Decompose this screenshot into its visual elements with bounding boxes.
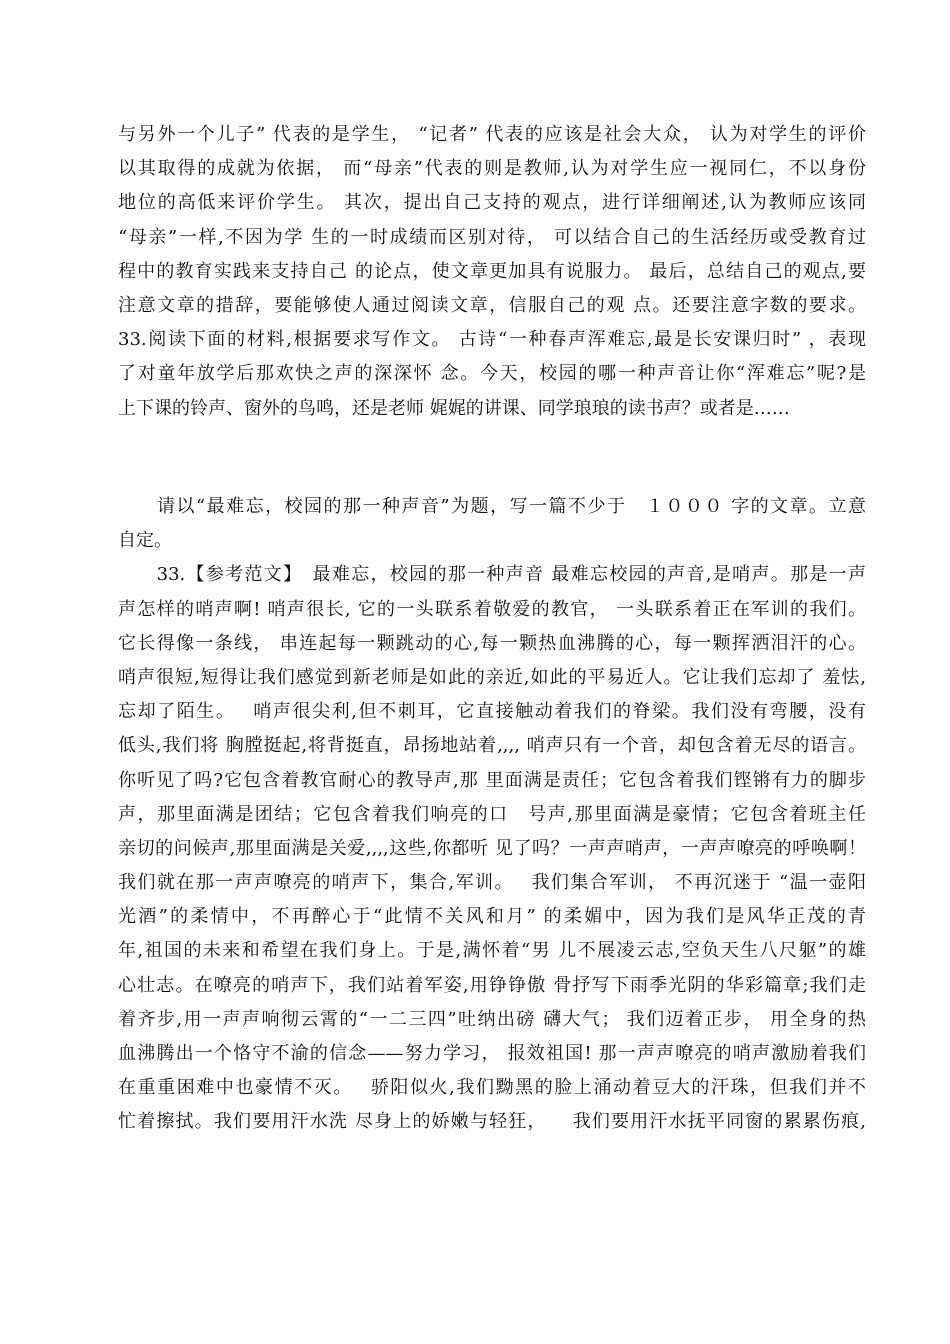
sample-essay-line: 33.【参考范文】 最难忘，校园的那一种声音 最难忘校园的声音,是哨声。那是一声 — [118, 564, 866, 586]
sample-essay-line: 声怎样的哨声啊! 哨声很长, 它的一头联系着敬爱的教官， 一头联系着正在军训的我们。 — [118, 598, 866, 620]
sample-essay-line: 你听见了吗?它包含着教官耐心的教导声,那 里面满是责任；它包含着我们铿锵有力的脚步 — [118, 769, 866, 791]
question-33-line: 33.阅读下面的材料,根据要求写作文。 古诗“一种春声浑难忘,最是长安课归时” ，表现 — [118, 329, 866, 351]
question-33-line: 上下课的铃声、窗外的鸟鸣，还是老师 娓娓的讲课、同学琅琅的读书声？或者是…… — [118, 397, 790, 419]
essay-prompt-line: 请以“最难忘，校园的那一种声音”为题，写一篇不少于 １０００ 字的文章。立意 — [118, 496, 866, 517]
sample-essay-line: 亲切的问候声,那里面满是关爱,,,,这些,你都听 见了吗？一声声哨声，一声声嘹亮的呼唤啊！ — [118, 837, 866, 859]
sample-essay-line: 低头,我们将 胸膛挺起,将背挺直，昂扬地站着,,,, 哨声只有一个音，却包含着无尽的语言。 — [118, 735, 866, 757]
sample-essay-line: 我们就在那一声声嘹亮的哨声下，集合,军训。 我们集合军训， 不再沉迷于 “温一壶阳 — [118, 872, 866, 894]
sample-essay-line: 光酒”的柔情中，不再醉心于“此情不关风和月” 的柔媚中，因为我们是风华正茂的青 — [118, 906, 866, 928]
sample-essay-line: 忘却了陌生。 哨声很尖利,但不刺耳，它直接触动着我们的脊梁。我们没有弯腰，没有 — [118, 701, 866, 723]
sample-essay-line: 它长得像一条线， 串连起每一颗跳动的心,每一颗热血沸腾的心，每一颗挥洒泪汗的心。 — [118, 632, 866, 654]
text-line: 注意文章的措辞，要能够使人通过阅读文章，信服自己的观 点。还要注意字数的要求。 — [118, 294, 866, 316]
essay-guidance-paragraph — [118, 118, 866, 426]
text-line: 以其取得的成就为依据， 而“母亲”代表的则是教师,认为对学生应一视同仁，不以身份 — [118, 158, 866, 180]
sample-essay-line: 哨声很短,短得让我们感觉到新老师是如此的亲近,如此的平易近人。它让我们忘却了 羞怯, — [118, 666, 866, 688]
question-33-line: 了对童年放学后那欢快之声的深深怀 念。今天，校园的哪一种声音让你“浑难忘”呢?是 — [118, 363, 866, 385]
text-line: 地位的高低来评价学生。 其次，提出自己支持的观点，进行详细阐述,认为教师应该同 — [118, 192, 866, 214]
text-line: 与另外一个儿子” 代表的是学生， “记者” 代表的应该是社会大众， 认为对学生的评价 — [118, 124, 866, 145]
sample-essay-line: 着齐步,用一声声响彻云霄的“一二三四”吐纳出磅 礴大气； 我们迈着正步， 用全身的热 — [118, 1008, 866, 1030]
sample-essay-line: 血沸腾出一个恪守不渝的信念——努力学习， 报效祖国! 那一声声嘹亮的哨声激励着我们 — [118, 1043, 866, 1064]
essay-prompt-and-sample — [118, 490, 866, 1140]
text-line: 程中的教育实践来支持自己 的论点，使文章更加具有说服力。 最后，总结自己的观点,要 — [118, 260, 866, 282]
sample-essay-line: 在重重困难中也豪情不灭。 骄阳似火,我们黝黑的脸上涌动着豆大的汗珠，但我们并不 — [118, 1077, 866, 1099]
text-line: “母亲”一样,不因为学 生的一时成绩而区别对待， 可以结合自己的生活经历或受教育过 — [118, 226, 866, 248]
sample-essay-line: 年,祖国的未来和希望在我们身上。于是,满怀着“男 儿不展凌云志,空负天生八尺躯”的雄 — [118, 940, 866, 962]
essay-prompt-line: 自定。 — [118, 530, 172, 552]
sample-essay-line: 心壮志。在嘹亮的哨声下，我们站着军姿,用铮铮傲 骨抒写下雨季光阴的华彩篇章;我们走 — [118, 974, 866, 996]
sample-essay-line: 忙着擦拭。我们要用汗水洗 尽身上的娇嫩与轻狂， 我们要用汗水抚平同窗的累累伤痕, — [118, 1111, 866, 1133]
sample-essay-line: 声，那里面满是团结；它包含着我们响亮的口 号声,那里面满是豪情；它包含着班主任 — [118, 803, 866, 825]
